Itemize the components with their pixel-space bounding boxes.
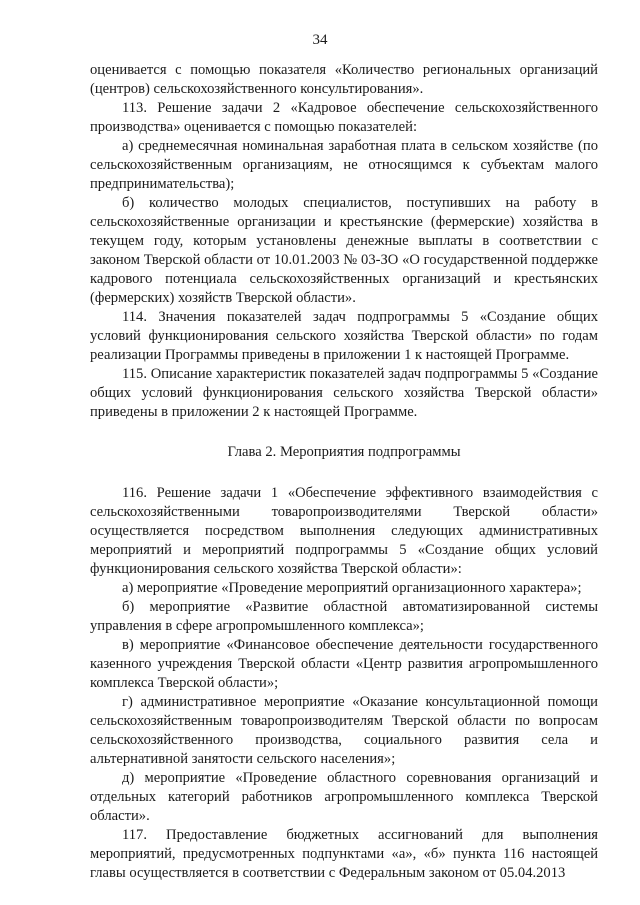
paragraph-116-a: а) мероприятие «Проведение мероприятий организационного характера»; [122, 580, 582, 596]
paragraph-115: 115. Описание характеристик показателей задач подпрограммы 5 «Создание общих условий функционирования сельского хозяйства Тверской области» приведены в приложении 2 к настоящей Программе. [90, 366, 598, 420]
paragraph-116-g: г) административное мероприятие «Оказание консультационной помощи сельскохозяйственным товаропроизводителям Тверской области по вопросам сельскохозяйственного производства, социального развития села и альтернативной занятости сельского населения»; [90, 694, 598, 767]
paragraph-117: 117. Предоставление бюджетных ассигнований для выполнения мероприятий, предусмотренных подпунктами «а», «б» пункта 116 настоящей главы осуществляется в соответствии с Федеральным законом от 05.04.2013 [90, 827, 598, 881]
document-body [90, 61, 598, 883]
chapter-heading: Глава 2. Мероприятия подпрограммы [227, 444, 461, 460]
paragraph-113: 113. Решение задачи 2 «Кадровое обеспечение сельскохозяйственного производства» оценивается с помощью показателей: [90, 100, 598, 135]
paragraph-113-b: б) количество молодых специалистов, поступивших на работу в сельскохозяйственные организации и крестьянские (фермерские) хозяйства в текущем году, которым установлены денежные выплаты в соответствии с законом Тверской области от 10.01.2003 № 03-ЗО «О государственной поддержке кадрового потенциала сельскохозяйственных организаций и крестьянских (фермерских) хозяйств Тверской области». [90, 195, 598, 306]
paragraph-114: 114. Значения показателей задач подпрограммы 5 «Создание общих условий функционирования сельского хозяйства Тверской области» по годам реализации Программы приведены в приложении 1 к настоящей Программе. [90, 309, 598, 363]
paragraphs-after-heading [90, 484, 598, 883]
paragraph-116-v: в) мероприятие «Финансовое обеспечение деятельности государственного казенного учреждения Тверской области «Центр развития агропромышленного комплекса Тверской области»; [90, 637, 598, 691]
page-number: 34 [312, 32, 328, 48]
paragraph-116-d: д) мероприятие «Проведение областного соревнования организаций и отдельных категорий работников агропромышленного комплекса Тверской области». [90, 770, 598, 824]
paragraph-continuation: оценивается с помощью показателя «Количество региональных организаций (центров) сельскохозяйственного консультирования». [90, 62, 598, 97]
paragraph-113-a: а) среднемесячная номинальная заработная плата в сельском хозяйстве (по сельскохозяйственным организациям, не относящимся к субъектам малого предпринимательства); [90, 138, 598, 192]
paragraph-116-b: б) мероприятие «Развитие областной автоматизированной системы управления в сфере агропромышленного комплекса»; [90, 599, 598, 634]
paragraph-116: 116. Решение задачи 1 «Обеспечение эффективного взаимодействия с сельскохозяйственными товаропроизводителями Тверской области» осуществляется посредством выполнения следующих административных мероприятий и мероприятий подпрограммы 5 «Создание общих условий функционирования сельского хозяйства Тверской области»: [90, 485, 598, 577]
paragraphs-before-heading [90, 61, 598, 422]
